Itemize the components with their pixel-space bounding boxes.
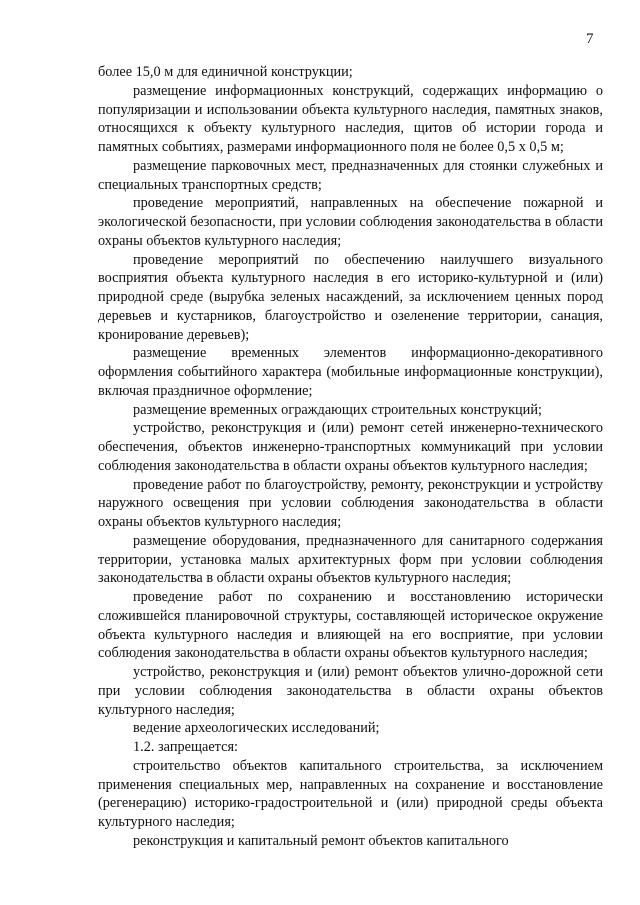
paragraph-continuation: более 15,0 м для единичной конструкции;: [98, 64, 353, 80]
paragraph-road-network: устройство, реконструкция и (или) ремонт объектов улично-дорожной сети при условии соблюдения законодательства в области охраны объектов культурного наследия;: [98, 664, 603, 718]
paragraph-fire-safety: проведение мероприятий, направленных на обеспечение пожарной и экологической безопасности, при условии соблюдения законодательства в области охраны объектов культурного наследия;: [98, 195, 603, 249]
paragraph-sanitary-equipment: размещение оборудования, предназначенного для санитарного содержания территории, установка малых архитектурных форм при условии соблюдения законодательства в области охраны объектов культурного наследия;: [98, 532, 603, 587]
paragraph-parking: размещение парковочных мест, предназначенных для стоянки служебных и специальных транспортных средств;: [98, 157, 603, 193]
paragraph-planning-structure: проведение работ по сохранению и восстановлению исторически сложившейся планировочной структуры, составляющей историческое окружение объекта культурного наследия и влияющей на его восприятие, при условии соблюдения законодательства в области охраны объектов культурного наследия;: [98, 589, 603, 662]
paragraph-archaeology: ведение археологических исследований;: [133, 720, 380, 737]
section-heading-prohibited: 1.2. запрещается:: [133, 739, 238, 755]
paragraph-temporary-fencing: размещение временных ограждающих строительных конструкций;: [133, 401, 542, 418]
paragraph-engineering-networks: устройство, реконструкция и (или) ремонт сетей инженерно-технического обеспечения, объектов инженерно-транспортных коммуникаций при условии соблюдения законодательства в области охраны объектов культурного наследия;: [98, 420, 603, 474]
paragraph-info-constructions: размещение информационных конструкций, содержащих информацию о популяризации и использовании объекта культурного наследия, памятных знаков, относящихся к объекту культурного наследия, щитов об истории города и памятных событиях, размерами информационного поля не более 0,5 х 0,5 м;: [98, 82, 603, 155]
paragraph-capital-construction: строительство объектов капитального строительства, за исключением применения специальных мер, направленных на сохранение и восстановление (регенерацию) историко-градостроительной и (или) природной среды объекта культурного наследия;: [98, 757, 603, 830]
paragraph-visual-perception: проведение мероприятий по обеспечению наилучшего визуального восприятия объекта культурного наследия в его историко-культурной и (или) природной среде (вырубка зеленых насаждений, за исключением ценных пород деревьев и кустарников, благоустройство и озеленение территории, санация, кронирование деревьев);: [98, 251, 603, 343]
document-body: [98, 63, 603, 851]
paragraph-landscaping-lighting: проведение работ по благоустройству, ремонту, реконструкции и устройству наружного освещения при условии соблюдения законодательства в области охраны объектов культурного наследия;: [98, 476, 603, 530]
page-number: 7: [586, 31, 594, 47]
paragraph-reconstruction: реконструкция и капитальный ремонт объектов капитального: [133, 832, 509, 849]
paragraph-temporary-decor: размещение временных элементов информационно-декоративного оформления событийного характера (мобильные информационные конструкции), включая праздничное оформление;: [98, 345, 603, 399]
